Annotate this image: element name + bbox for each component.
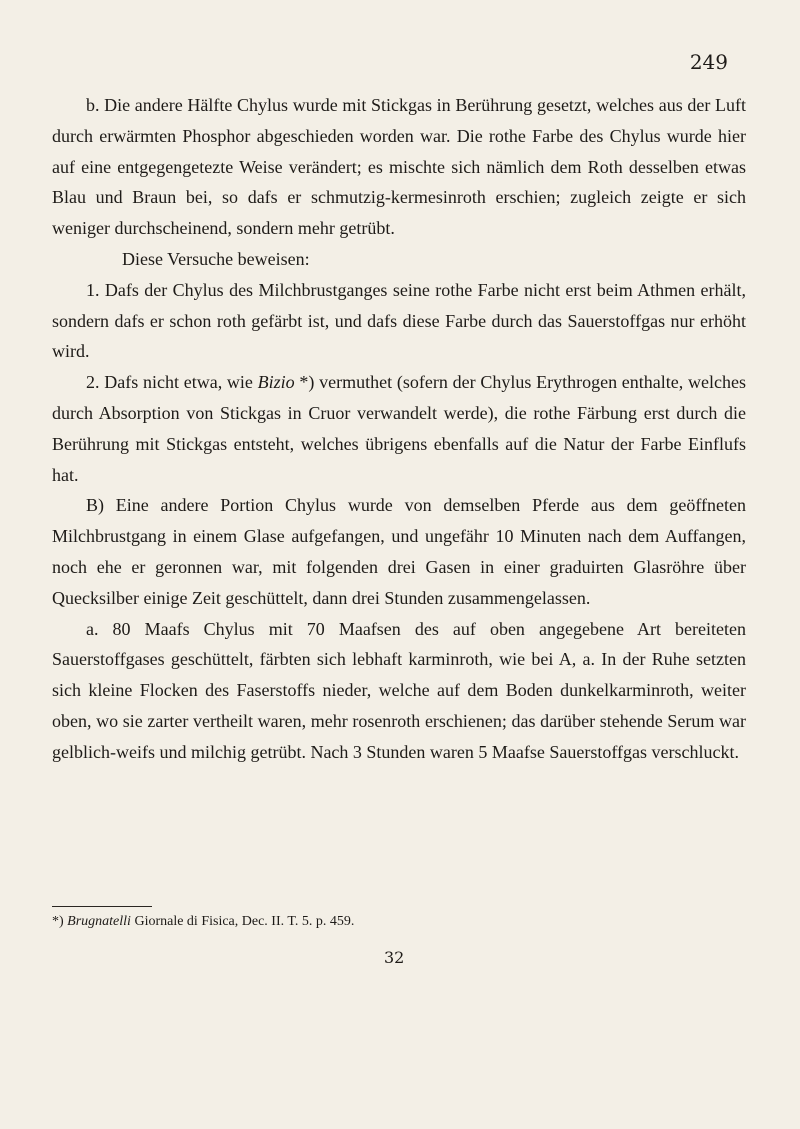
paragraph-a: a. 80 Maafs Chylus mit 70 Maafsen des auf oben angegebene Art bereiteten Sauerstoffgases geschüttelt, färbten sich lebhaft karminroth, wie bei A, a. In der Ruhe setzten sich kleine Flocken des Faserstoffs nieder, welche auf dem Boden dunkelkarminroth, weiter oben, wo sie zarter vertheilt waren, mehr rosenroth erschienen; das darüber stehende Serum war gelblich-weifs und milchig getrübt. Nach 3 Stunden waren 5 Maafse Sauerstoffgas verschluckt.	[52, 618, 746, 762]
paragraph-2-rest: *) vermuthet (sofern der Chylus Erythrogen enthalte, welches durch Absorption von Stickgas in Cruor verwandelt werde), die rothe Färbung erst durch die Berührung mit Stickgas entsteht, welches übrigens ebenfalls auf die Natur der Farbe Einflufs hat.	[52, 372, 746, 485]
paragraph-1: 1. Dafs der Chylus des Milchbrustganges seine rothe Farbe nicht erst beim Athmen erhält, sondern dafs er schon roth gefärbt ist, und dafs diese Farbe durch das Sauerstoffgas nur erhöht wird.	[52, 279, 746, 362]
footnote-author: Brugnatelli	[67, 914, 131, 929]
paragraph-B: B) Eine andere Portion Chylus wurde von demselben Pferde aus dem geöffneten Milchbrustgang in einem Glase aufgefangen, und ungefähr 10 Minuten nach dem Auffangen, noch ehe er geronnen war, mit folgenden drei Gasen in einer graduirten Glasröhre über Quecksilber einige Zeit geschüttelt, dann drei Stunden zusammengelassen.	[52, 495, 746, 608]
footnote	[52, 913, 752, 931]
footnote-marker: *)	[52, 914, 64, 929]
bizio-name: Bizio	[257, 372, 295, 393]
paragraph-conclusion-intro: Diese Versuche beweisen:	[122, 248, 310, 269]
page-number: 249	[689, 50, 728, 74]
signature-mark: 32	[384, 948, 405, 967]
paragraph-2	[52, 367, 746, 490]
footnote-rule	[52, 906, 152, 907]
footnote-reference: Giornale di Fisica, Dec. II. T. 5. p. 459.	[130, 914, 355, 929]
body-text	[52, 90, 746, 768]
paragraph-2-start: 2. Dafs nicht etwa, wie	[86, 372, 258, 393]
paragraph-b: b. Die andere Hälfte Chylus wurde mit Stickgas in Berührung gesetzt, welches aus der Luft durch erwärmten Phosphor abgeschieden worden war. Die rothe Farbe des Chylus wurde hier auf eine entgegengetezte Weise verändert; es mischte sich nämlich dem Roth desselben etwas Blau und Braun bei, so dafs er schmutzig-kermesinroth erschien; zugleich zeigte er sich weniger durchscheinend, sondern mehr getrübt.	[52, 95, 746, 239]
